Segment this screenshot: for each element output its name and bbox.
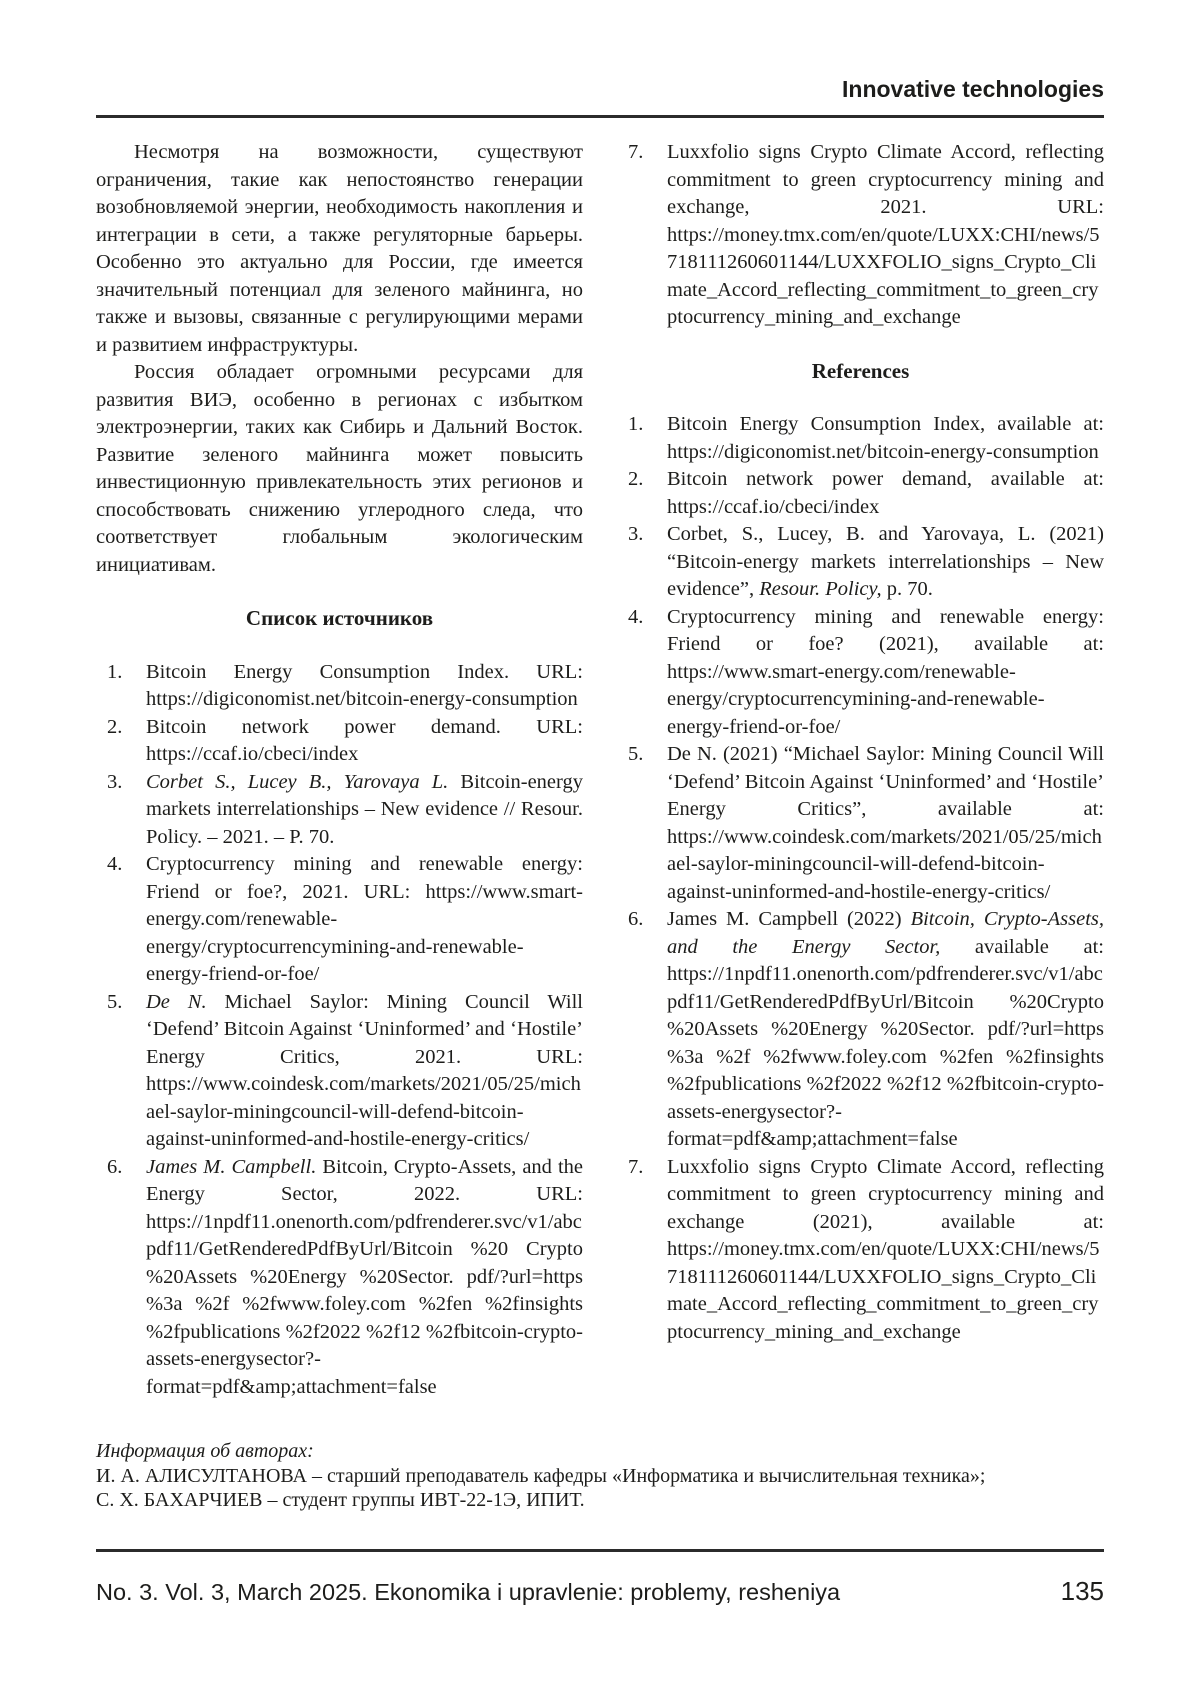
reference-text: Bitcoin Energy Consumption Index, available at: https://digiconomist.net/bitcoin-energy-consumption <box>667 413 1104 463</box>
reference-text: Luxxfolio signs Crypto Climate Accord, reflecting commitment to green cryptocurrency mining and exchange (2021), available at: https://money.tmx.com/en/quote/LUXX:CHI/news/5718111260601144/LUXXFOLIO_signs_Crypto_Climate_Accord_reflecting_commitment_to_green_cryptocurrency_mining_and_exchange <box>667 1155 1104 1343</box>
references-heading-en: References <box>811 358 910 383</box>
reference-text: Corbet S., Lucey B., Yarovaya L. Bitcoin-energy markets interrelationships – New evidence // Resour. Policy. – 2021. – P. 70. <box>146 770 583 848</box>
reference-item <box>96 989 583 1154</box>
author-line: И. А. АЛИСУЛТАНОВА – старший преподаватель кафедры «Информатика и вычислительная техника»; <box>96 1464 986 1487</box>
reference-item <box>96 851 583 989</box>
header-rule <box>96 115 1104 118</box>
reference-item <box>617 466 1104 521</box>
reference-text: De N. (2021) “Michael Saylor: Mining Council Will ‘Defend’ Bitcoin Against ‘Uninformed’ and ‘Hostile’ Energy Critics”, available at: https://www.coindesk.com/markets/2021/05/25/michael-saylor-miningcouncil-will-defend-bitcoin-against-uninformed-and-hostile-energy-critics/ <box>667 743 1104 903</box>
reference-item <box>96 1154 583 1402</box>
reference-text: De N. Michael Saylor: Mining Council Will ‘Defend’ Bitcoin Against ‘Uninformed’ and ‘Hostile’ Energy Critics, 2021. URL: https://www.coindesk.com/markets/2021/05/25/michael-saylor-miningcouncil-will-defend-bitcoin-against-uninformed-and-hostile-energy-critics/ <box>146 990 583 1150</box>
reference-item <box>617 139 1104 332</box>
reference-text: Bitcoin network power demand, available at: https://ccaf.io/cbeci/index <box>667 468 1104 518</box>
reference-item <box>617 741 1104 906</box>
reference-number: 1. <box>107 660 123 683</box>
footer-rule <box>96 1549 1104 1552</box>
reference-italic-text: Bitcoin, Crypto-Assets, and the Energy Sector, <box>667 908 1104 958</box>
authors-info-lines <box>96 1464 1104 1513</box>
body-paragraph: Несмотря на возможности, существуют ограничения, такие как непостоянство генерации возобновляемой энергии, необходимость накопления и интеграции в сети, а также регуляторные барьеры. Особенно это актуально для России, где имеется значительный потенциал для зеленого майнинга, но также и вызовы, связанные с регулирующими мерами и развитием инфраструктуры. <box>96 141 583 356</box>
reference-text: Cryptocurrency mining and renewable energy: Friend or foe? (2021), available at: https://www.smart-energy.com/renewable-energy/cryptocurrencymining-and-renewable-energy-friend-or-foe/ <box>667 605 1104 738</box>
running-head-title: Innovative technologies <box>842 76 1104 102</box>
reference-item <box>96 659 583 714</box>
reference-text: Bitcoin network power demand. URL: https://ccaf.io/cbeci/index <box>146 715 583 765</box>
author-line: С. Х. БАХАРЧИЕВ – студент группы ИВТ-22-1Э, ИПИТ. <box>96 1489 585 1511</box>
reference-italic-text: Corbet S., Lucey B., Yarovaya L. <box>146 770 449 793</box>
reference-number: 3. <box>628 523 644 545</box>
reference-text: Corbet, S., Lucey, B. and Yarovaya, L. (2021) “Bitcoin-energy markets interrelationships – New evidence”, Resour. Policy, p. 70. <box>667 523 1104 600</box>
footer-row <box>96 1576 1104 1607</box>
reference-item <box>617 521 1104 604</box>
reference-item <box>617 604 1104 742</box>
reference-number: 6. <box>107 1155 123 1178</box>
page-number: 135 <box>1060 1575 1104 1606</box>
reference-text: James M. Campbell (2022) Bitcoin, Crypto-Assets, and the Energy Sector, available at: https://1npdf11.onenorth.com/pdfrenderer.svc/v1/abcpdf11/GetRenderedPdfByUrl/Bitcoin %20Crypto %20Assets %20Energy %20Sector. pdf/?url=https %3a %2f %2fwww.foley.com %2fen %2finsights %2fpublications %2f2022 %2f12 %2fbitcoin-crypto-assets-energysector?-format=pdf&amp;attachment=false <box>667 908 1104 1150</box>
reference-item <box>96 769 583 852</box>
reference-number: 3. <box>107 770 123 793</box>
sources-heading-ru: Список источников <box>245 606 434 630</box>
reference-italic-text: Resour. Policy, <box>759 578 882 600</box>
reference-item <box>617 1154 1104 1347</box>
reference-number: 7. <box>628 141 644 163</box>
reference-item <box>617 906 1104 1154</box>
reference-number: 4. <box>628 605 644 628</box>
reference-number: 2. <box>107 715 123 738</box>
reference-number: 6. <box>628 908 644 930</box>
reference-number: 5. <box>628 743 644 765</box>
authors-info-title: Информация об авторах: <box>96 1440 314 1462</box>
sources-list-ru <box>96 659 583 1402</box>
body-paragraph: Россия обладает огромными ресурсами для развития ВИЭ, особенно в регионах с избытком электроэнергии, таких как Сибирь и Дальний Восток. Развитие зеленого майнинга может повысить инвестиционную привлекательность этих регионов и способствовать снижению углеродного следа, что соответствует глобальным экологическим инициативам. <box>96 361 583 576</box>
two-column-body <box>96 139 1104 1401</box>
reference-text: Luxxfolio signs Crypto Climate Accord, reflecting commitment to green cryptocurrency mining and exchange, 2021. URL: https://money.tmx.com/en/quote/LUXX:CHI/news/5718111260601144/LUXXFOLIO_signs_Crypto_Climate_Accord_reflecting_commitment_to_green_cryptocurrency_mining_and_exchange <box>667 141 1104 328</box>
journal-issue-line: No. 3. Vol. 3, March 2025. Ekonomika i upravlenie: problemy, resheniya <box>96 1578 841 1605</box>
intro-paragraphs <box>96 139 583 579</box>
reference-item <box>617 411 1104 466</box>
reference-text: James M. Campbell. Bitcoin, Crypto-Assets, and the Energy Sector, 2022. URL: https://1npdf11.onenorth.com/pdfrenderer.svc/v1/abcpdf11/GetRenderedPdfByUrl/Bitcoin %20 Crypto %20Assets %20Energy %20Sector. pdf/?url=https %3a %2f %2fwww.foley.com %2fen %2finsights %2fpublications %2f2022 %2f12 %2fbitcoin-crypto-assets-energysector?-format=pdf&amp;attachment=false <box>146 1155 583 1398</box>
left-column <box>96 139 583 1401</box>
reference-number: 7. <box>628 1155 644 1178</box>
references-list-en <box>617 411 1104 1346</box>
reference-italic-text: James M. Campbell. <box>146 1155 317 1178</box>
authors-info <box>96 1439 1104 1513</box>
reference-italic-text: De N. <box>146 990 207 1013</box>
reference-number: 4. <box>107 853 123 875</box>
reference-text: Bitcoin Energy Consumption Index. URL: https://digiconomist.net/bitcoin-energy-consumption <box>146 660 583 710</box>
reference-number: 5. <box>107 990 123 1013</box>
reference-number: 2. <box>628 468 644 490</box>
page-footer <box>96 1549 1104 1607</box>
reference-number: 1. <box>628 413 644 435</box>
reference-item <box>96 714 583 769</box>
right-column <box>617 139 1104 1401</box>
sources-list-ru-continued <box>617 139 1104 332</box>
page-header <box>96 76 1104 118</box>
reference-text: Cryptocurrency mining and renewable energy: Friend or foe?, 2021. URL: https://www.smart-energy.com/renewable-energy/cryptocurrencymining-and-renewable-energy-friend-or-foe/ <box>146 853 583 985</box>
